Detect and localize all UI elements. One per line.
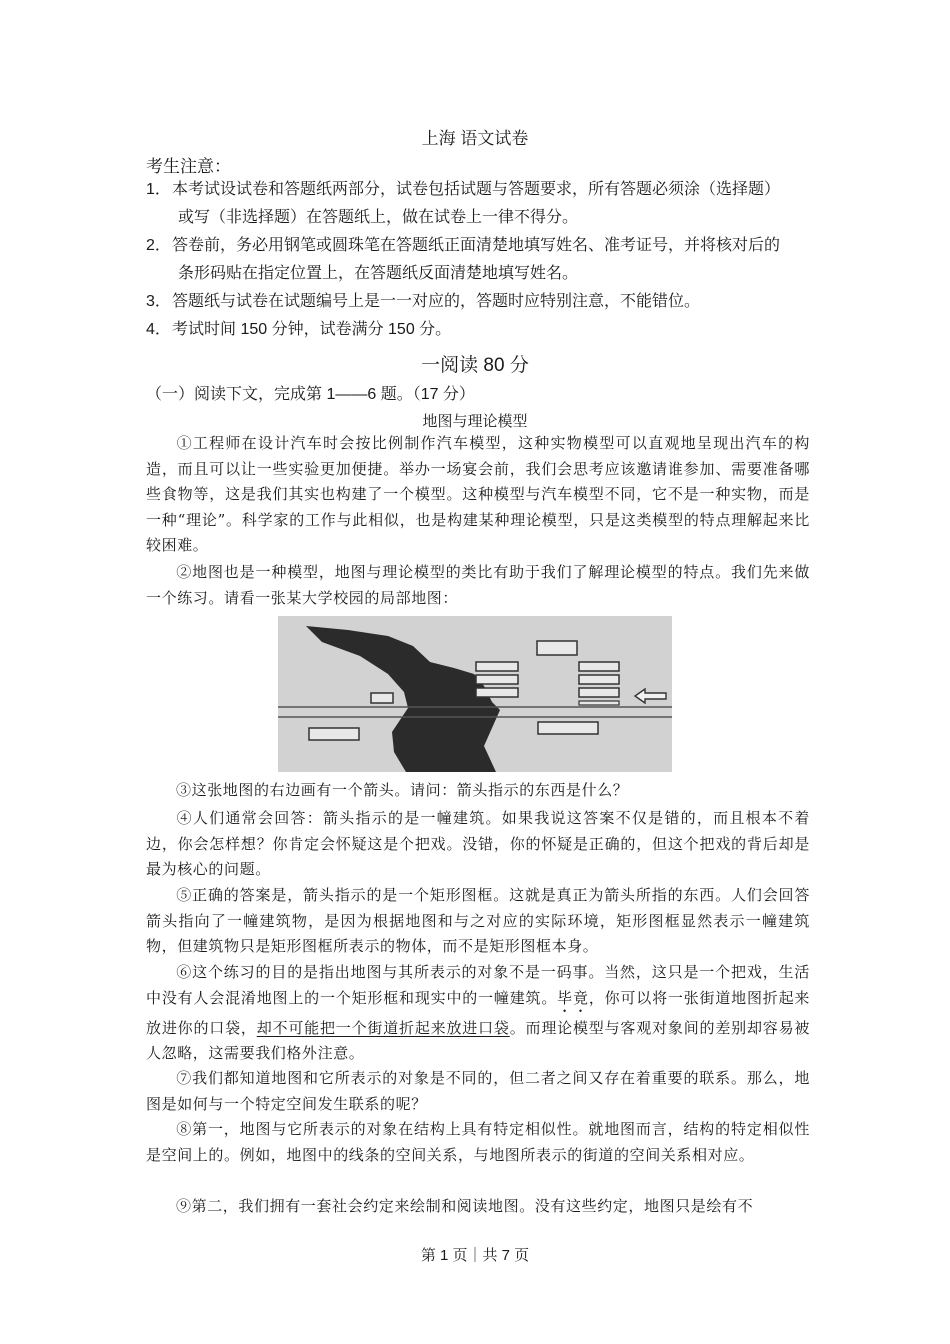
notice-number: 2． bbox=[146, 237, 171, 254]
paragraph-text: ⑧第一，地图与它所表示的对象在结构上具有特定相似性。就地图而言，结构的特定相似性是空间上的。例如，地图中的线条的空间关系，与地图所表示的街道的空间关系相对应。 bbox=[146, 1120, 810, 1164]
notice-item-2 bbox=[146, 232, 826, 288]
notice-number: 3． bbox=[146, 293, 171, 310]
paragraph-text: ③这张地图的右边画有一个箭头。请问：箭头指示的东西是什么？ bbox=[176, 781, 629, 799]
paragraph-text: ⑤正确的答案是，箭头指示的是一个矩形图框。这就是真正为箭头所指的东西。人们会回答箭头指向了一幢建筑物，是因为根据地图和与之对应的实际环境，矩形图框显然表示一幢建筑物，但建筑物只是矩形图框所表示的物体，而不是矩形图框本身。 bbox=[146, 886, 810, 955]
notice-text: 本考试设试卷和答题纸两部分，试卷包括试题与答题要求，所有答题必须涂（选择题） bbox=[172, 181, 781, 198]
notice-item-1 bbox=[146, 176, 826, 232]
paragraph-text: ①工程师在设计汽车时会按比例制作汽车模型，这种实物模型可以直观地呈现出汽车的构造，而且可以让一些实验更加便捷。举办一场宴会前，我们会思考应该邀请谁参加、需要准备哪些食物等，这是我们其实也构建了一个模型。这种模型与汽车模型不同，它不是一种实物，而是一种“理论”。科学家的工作与此相似，也是构建某种理论模型，只是这类模型的特点理解起来比较困难。 bbox=[146, 434, 810, 554]
notice-text-continued: 条形码贴在指定位置上，在答题纸反面清楚地填写姓名。 bbox=[178, 265, 579, 282]
paragraph-9 bbox=[146, 1194, 810, 1220]
paragraph-7 bbox=[146, 1066, 810, 1117]
paragraph-2 bbox=[146, 560, 810, 611]
notice-text-continued: 或写（非选择题）在答题纸上，做在试卷上一律不得分。 bbox=[178, 209, 579, 226]
notice-number: 1． bbox=[146, 181, 171, 198]
article-title: 地图与理论模型 bbox=[422, 412, 528, 430]
paragraph-text: ⑨第二，我们拥有一套社会约定来绘制和阅读地图。没有这些约定，地图只是绘有不 bbox=[176, 1197, 754, 1215]
paragraph-5 bbox=[146, 883, 810, 960]
underlined-sentence: 却不可能把一个街道折起来放进口袋 bbox=[256, 1018, 510, 1037]
paragraph-text: ②地图也是一种模型，地图与理论模型的类比有助于我们了解理论模型的特点。我们先来做一个练习。请看一张某大学校园的局部地图： bbox=[146, 563, 810, 607]
paragraph-3 bbox=[146, 778, 810, 804]
notice-text: 答卷前，务必用钢笔或圆珠笔在答题纸正面清楚地填写姓名、准考证号，并将核对后的 bbox=[172, 237, 781, 254]
page-title: 上海 语文试卷 bbox=[421, 129, 529, 148]
notice-text: 考试时间 150 分钟，试卷满分 150 分。 bbox=[172, 321, 452, 338]
notice-item-3 bbox=[146, 288, 826, 316]
campus-map-figure bbox=[278, 616, 672, 772]
paragraph-4 bbox=[146, 806, 810, 883]
page-footer: 第 1 页｜共 7 页 bbox=[420, 1247, 530, 1264]
paragraph-text: ⑥这个练习的目的是指出地图与其所表示的对象不是一码事。当然，这只是一个把戏，生活中没有人会混淆地图上的一个矩形框和现实中的一幢建筑。 bbox=[146, 963, 810, 1007]
section-title: 一阅读 80 分 bbox=[421, 355, 529, 376]
notice-item-4 bbox=[146, 316, 826, 344]
notice-heading: 考生注意： bbox=[146, 157, 231, 176]
paragraph-text: ⑦我们都知道地图和它所表示的对象是不同的，但二者之间又存在着重要的联系。那么，地图是如何与一个特定空间发生联系的呢？ bbox=[146, 1069, 810, 1113]
paragraph-text: ，你可以将一张街道地图折起来放进你的口袋， bbox=[146, 988, 810, 1037]
paragraph-text: 。而理论模型与客观对象间的差别却容易被人忽略，这需要我们格外注意。 bbox=[146, 1018, 810, 1062]
emphasized-word: 毕竟 bbox=[557, 988, 589, 1007]
paragraph-6 bbox=[146, 960, 810, 1067]
part-title: （一）阅读下文，完成第 1——6 题。（17 分） bbox=[146, 386, 475, 403]
paragraph-1 bbox=[146, 431, 810, 559]
notice-number: 4． bbox=[146, 321, 171, 338]
notice-text: 答题纸与试卷在试题编号上是一一对应的，答题时应特别注意，不能错位。 bbox=[172, 293, 701, 310]
paragraph-text: ④人们通常会回答：箭头指示的是一幢建筑。如果我说这答案不仅是错的，而且根本不着边，你会怎样想？你肯定会怀疑这是个把戏。没错，你的怀疑是正确的，但这个把戏的背后却是最为核心的问题。 bbox=[146, 809, 810, 878]
paragraph-8 bbox=[146, 1117, 810, 1168]
